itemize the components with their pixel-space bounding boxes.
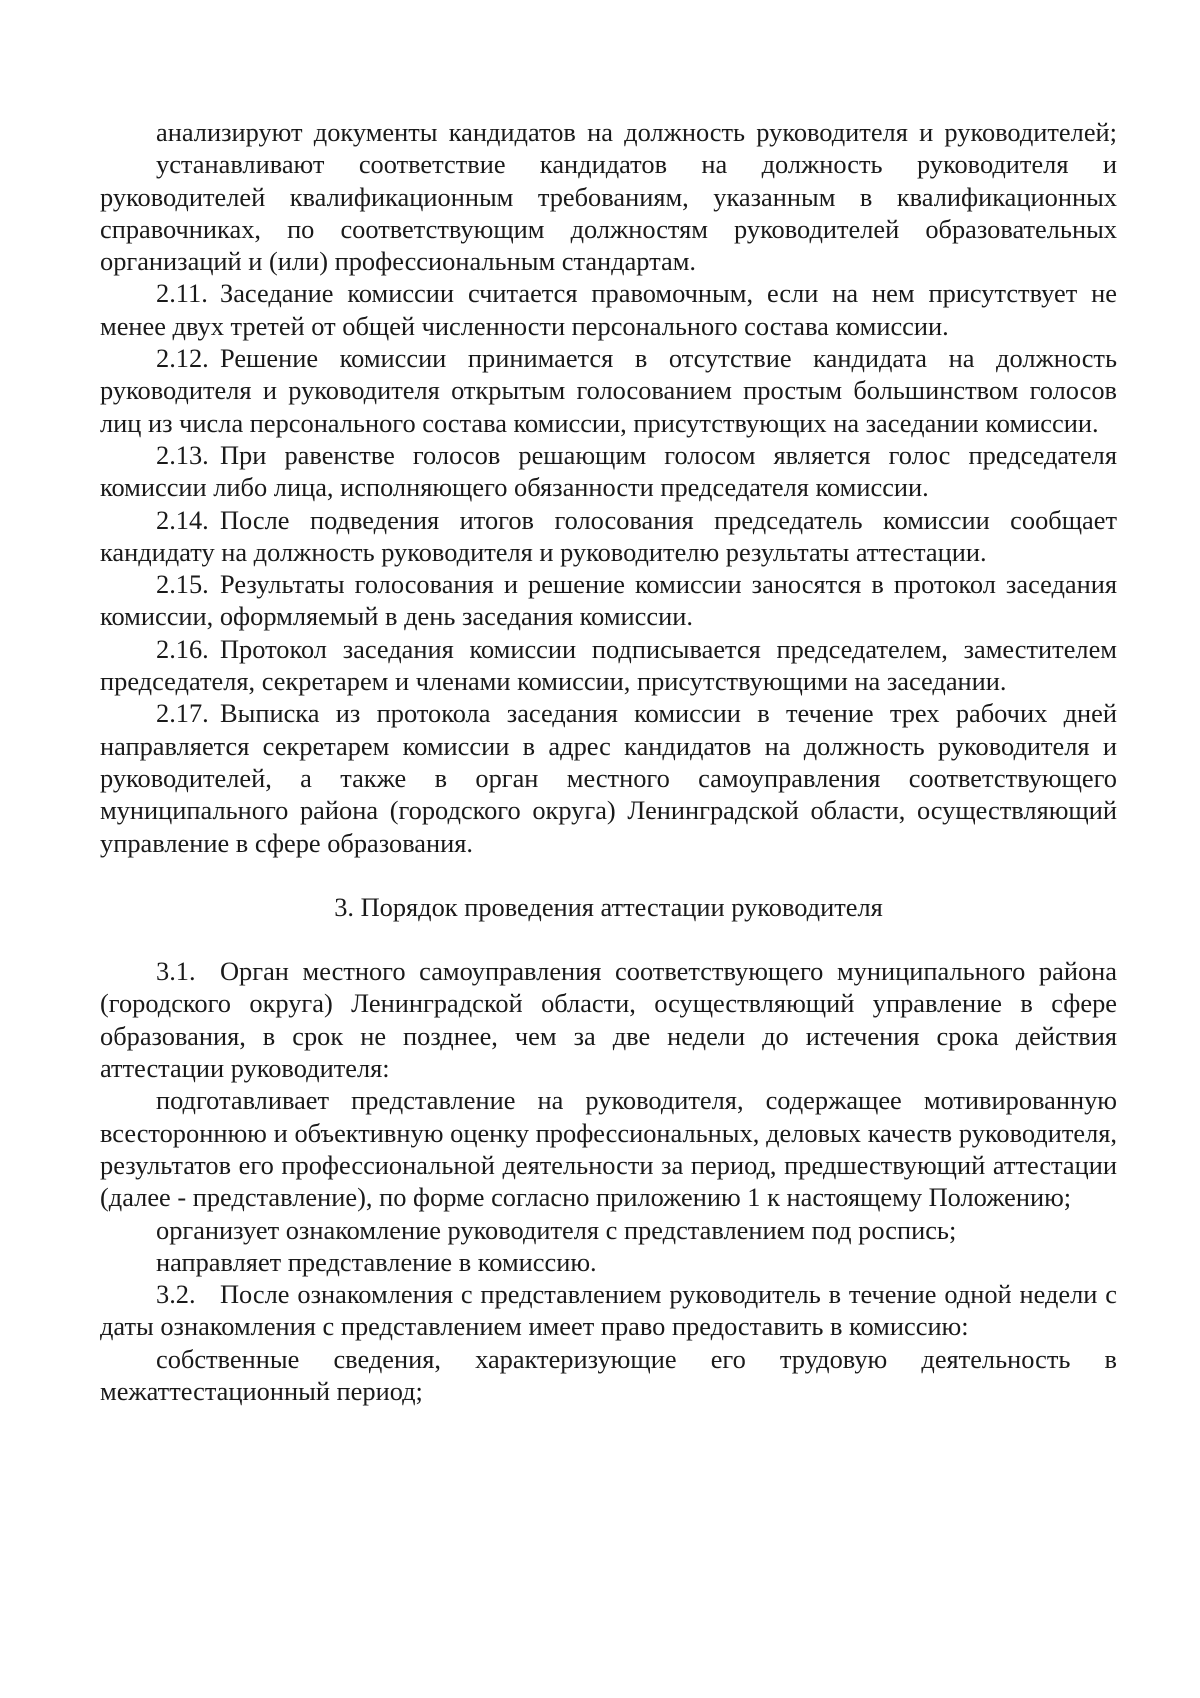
clause-2-16: 2.16. Протокол заседания комиссии подписывается председателем, заместителем председателя, секретарем и членами комиссии, присутствующими на заседании. [100,633,1117,697]
clause-3-2: 3.2. После ознакомления с представлением руководитель в течение одной недели с даты ознакомления с представлением имеет право предоставить в комиссию: [100,1279,1117,1342]
clause-2-12: 2.12. Решение комиссии принимается в отсутствие кандидата на должность руководителя и руководителя открытым голосованием простым большинством голосов лиц из числа персонального состава комиссии, присутствующих на заседании комиссии. [100,343,1117,438]
clause-2-11: 2.11. Заседание комиссии считается правомочным, если на нем присутствует не менее двух третей от общей численности персонального состава комиссии. [100,278,1117,341]
list-item: собственные сведения, характеризующие его трудовую деятельность в межаттестационный период; [100,1343,1117,1406]
list-item: направляет представление в комиссию. [156,1246,597,1277]
list-item: организует ознакомление руководителя с представлением под роспись; [156,1214,957,1245]
clause-2-14: 2.14. После подведения итогов голосования председатель комиссии сообщает кандидату на должность руководителя и руководителю результаты аттестации. [100,504,1117,567]
clause-2-17: 2.17. Выписка из протокола заседания комиссии в течение трех рабочих дней направляется секретарем комиссии в адрес кандидатов на должность руководителя и руководителей, а также в орган местного самоуправления соответствующего муниципального района (городского округа) Ленинградской области, осуществляющий управление в сфере образования. [100,698,1117,858]
list-item: анализируют документы кандидатов на должность руководителя и руководителей; [156,117,1117,147]
clause-2-13: 2.13. При равенстве голосов решающим голосом является голос председателя комиссии либо лица, исполняющего обязанности председателя комиссии. [100,439,1117,503]
section-heading: 3. Порядок проведения аттестации руководителя [334,891,883,922]
list-item: устанавливают соответствие кандидатов на должность руководителя и руководителей квалификационным требованиям, указанным в квалификационных справочниках, по соответствующим должностям руководителей образовательных организаций и (или) профессиональным стандартам. [100,149,1117,277]
clause-2-15: 2.15. Результаты голосования и решение комиссии заносятся в протокол заседания комиссии, оформляемый в день заседания комиссии. [100,569,1117,632]
clause-3-1: 3.1. Орган местного самоуправления соответствующего муниципального района (городского округа) Ленинградской области, осуществляющий управление в сфере образования, в срок не позднее, чем за две недели до истечения срока действия аттестации руководителя: [100,956,1117,1084]
list-item: подготавливает представление на руководителя, содержащее мотивированную всестороннюю и объективную оценку профессиональных, деловых качеств руководителя, результатов его профессиональной деятельности за период, предшествующий аттестации (далее - представление), по форме согласно приложению 1 к настоящему Положению; [100,1085,1117,1213]
